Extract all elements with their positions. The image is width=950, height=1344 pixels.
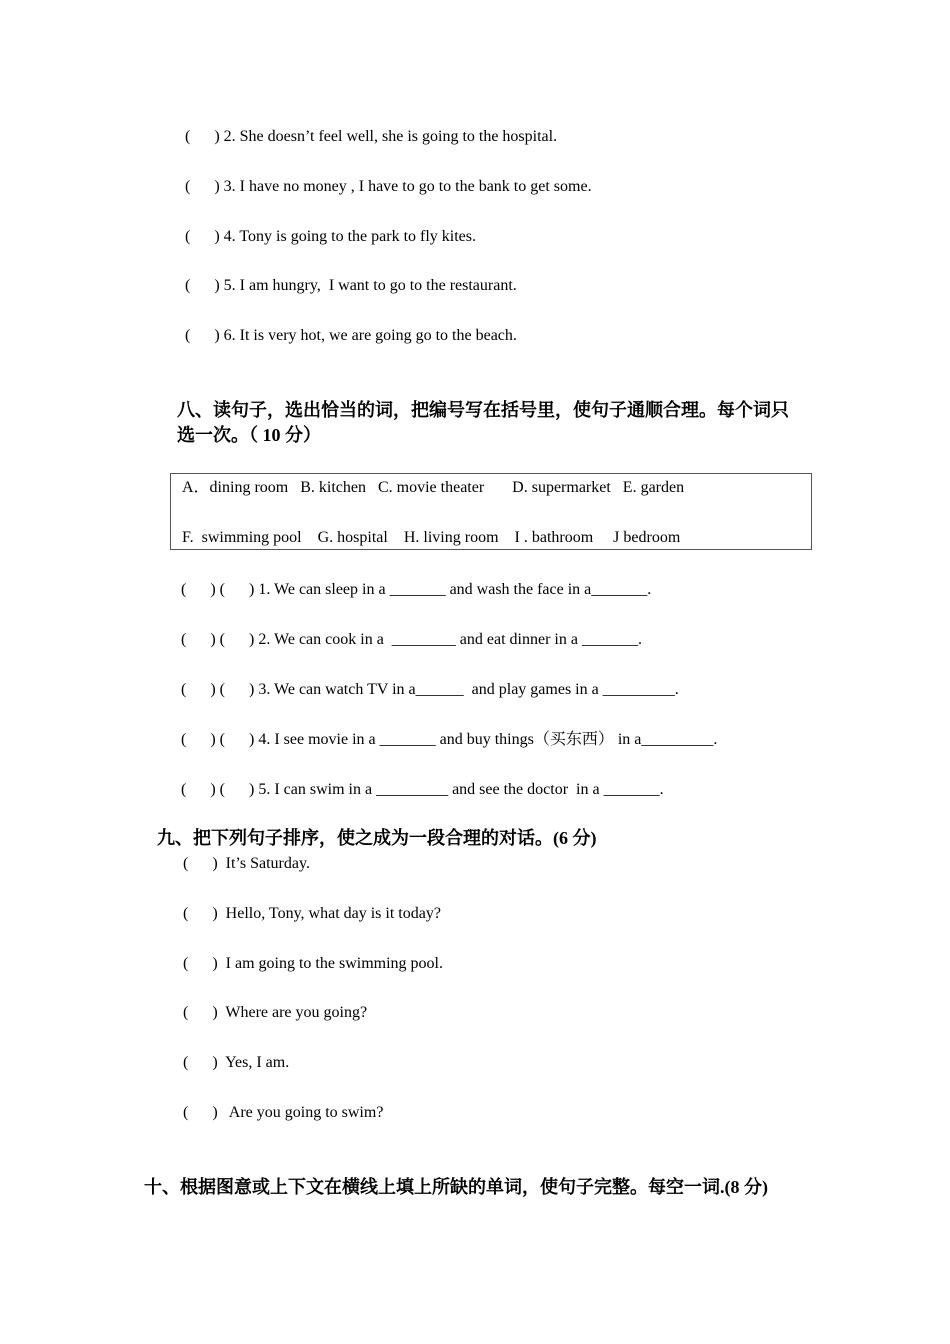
dialogue-item: ( ) I am going to the swimming pool.	[183, 955, 443, 972]
section-8-title-line2: 选一次。（ 10 分）	[177, 425, 321, 445]
section-8-title-line1: 八、读句子，选出恰当的词，把编号写在括号里，使句子通顺合理。每个词只	[177, 400, 789, 420]
word-bank-row: F. swimming pool G. hospital H. living room I . bathroom J bedroom	[182, 529, 681, 546]
dialogue-item: ( ) It’s Saturday.	[183, 855, 310, 872]
dialogue-item: ( ) Are you going to swim?	[183, 1104, 384, 1121]
question-item: ( ) 4. Tony is going to the park to fly kites.	[185, 228, 476, 245]
word-bank-box	[170, 473, 812, 550]
fill-blank-item: ( ) ( ) 2. We can cook in a ________ and eat dinner in a _______.	[181, 631, 642, 648]
section-9-title: 九、把下列句子排序，使之成为一段合理的对话。(6 分)	[157, 828, 597, 848]
dialogue-item: ( ) Hello, Tony, what day is it today?	[183, 905, 441, 922]
fill-blank-item: ( ) ( ) 3. We can watch TV in a______ and play games in a _________.	[181, 681, 679, 698]
fill-blank-item: ( ) ( ) 1. We can sleep in a _______ and wash the face in a_______.	[181, 581, 652, 598]
dialogue-item: ( ) Where are you going?	[183, 1004, 368, 1021]
question-item: ( ) 5. I am hungry, I want to go to the restaurant.	[185, 277, 517, 294]
fill-blank-item: ( ) ( ) 4. I see movie in a _______ and buy things（买东西） in a_________.	[181, 731, 718, 748]
dialogue-item: ( ) Yes, I am.	[183, 1054, 290, 1071]
question-item: ( ) 3. I have no money , I have to go to the bank to get some.	[185, 178, 592, 195]
fill-blank-item: ( ) ( ) 5. I can swim in a _________ and see the doctor in a _______.	[181, 781, 664, 798]
question-item: ( ) 6. It is very hot, we are going go to the beach.	[185, 327, 517, 344]
question-item: ( ) 2. She doesn’t feel well, she is going to the hospital.	[185, 128, 558, 145]
word-bank-row: A．dining room B. kitchen C. movie theater D. supermarket E. garden	[182, 479, 685, 496]
section-10-title: 十、根据图意或上下文在横线上填上所缺的单词，使句子完整。每空一词.(8 分)	[144, 1177, 768, 1197]
